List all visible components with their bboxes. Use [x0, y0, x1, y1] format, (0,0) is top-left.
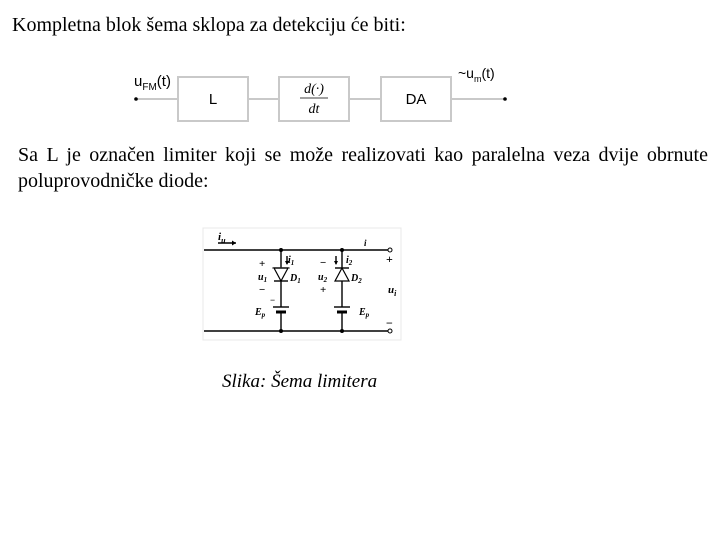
output-minus: − — [386, 316, 393, 330]
source1-label: $E_p$ — [255, 307, 266, 319]
input-current-label: $i_u$ — [218, 231, 226, 245]
voltage1-label: $u_1$ — [258, 272, 268, 284]
output-voltage-label: $u_i$ — [388, 284, 397, 298]
voltage1-minus: − — [259, 284, 266, 296]
diode1-symbol — [274, 268, 288, 281]
paragraph: Sa L je označen limiter koji se može realizovati kao paralelna veza dvije obrnute poluprovodničke diode: — [18, 144, 708, 192]
diode1-label: $D_1$ — [290, 273, 301, 285]
voltage2-plus: + — [320, 284, 327, 296]
voltage2-minus: − — [320, 257, 327, 269]
source1-minus: − — [270, 295, 276, 305]
voltage2-label: $u_2$ — [318, 272, 328, 284]
limiter-label: L — [208, 91, 218, 108]
output-label: $\sim u_m(t)$ — [458, 65, 495, 84]
figure-caption: Slika: Šema limitera — [222, 371, 378, 392]
voltage1-plus: + — [259, 258, 266, 270]
block-diagram — [134, 65, 507, 121]
branch2-current-label: $i_2$ — [346, 255, 353, 267]
input-terminal — [134, 97, 138, 101]
input-label: $u_{FM}(t)$ — [134, 73, 171, 93]
limiter-circuit — [203, 228, 401, 340]
diode2-label: $D_2$ — [351, 273, 362, 285]
output-plus: + — [386, 252, 393, 266]
derivative-numerator: d(·) — [304, 82, 324, 97]
branch1-current-label: $i_1$ — [288, 255, 295, 267]
output-terminal — [503, 97, 507, 101]
branch2-current-arrowhead — [334, 261, 338, 265]
top-current-mark: i — [364, 238, 367, 248]
heading: Kompletna blok šema sklopa za detekciju će biti: — [12, 14, 406, 36]
input-current-arrowhead — [232, 241, 236, 246]
derivative-denominator: dt — [308, 102, 320, 117]
detector-label: DA — [405, 91, 427, 108]
diode2-symbol — [335, 268, 349, 281]
source2-label: $E_p$ — [359, 307, 370, 319]
